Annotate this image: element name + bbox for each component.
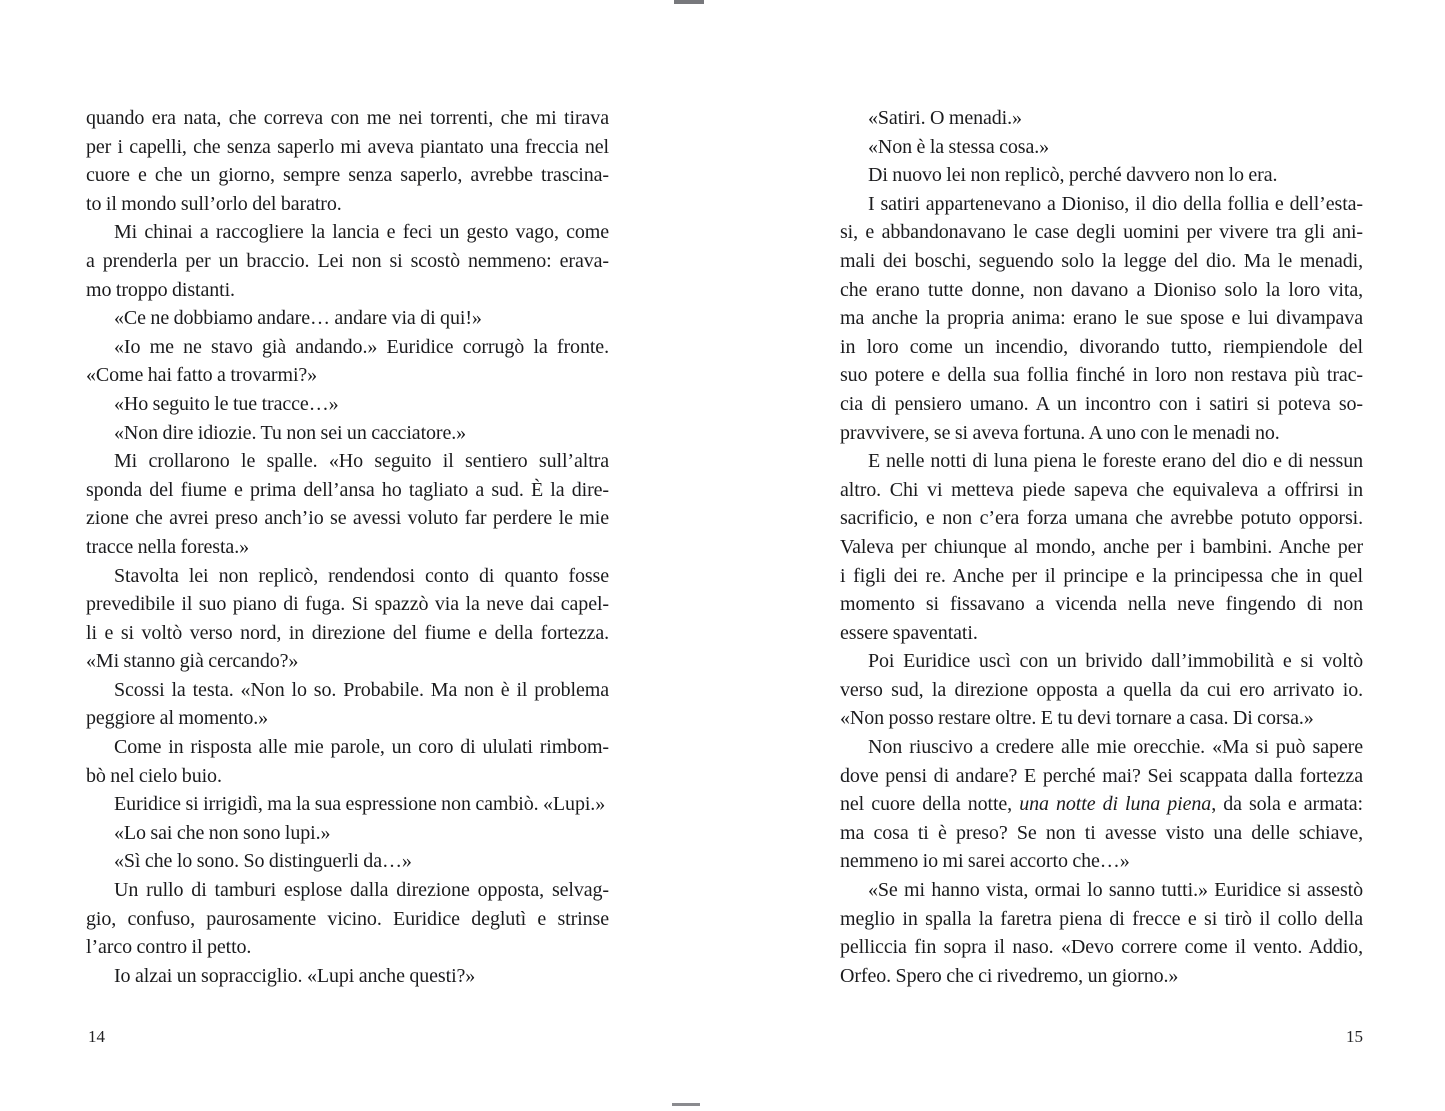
text-line: bò nel cielo buio. [86,764,222,787]
text-line: «Se mi hanno vista, ormai lo sanno tutti.» Euridice si assestò [868,879,1363,902]
paragraph [86,819,609,848]
text-line: Mi crollarono le spalle. «Ho seguito il sentiero sull’altra [114,450,609,473]
text-line: tracce nella foresta.» [86,535,250,558]
text-line: quando era nata, che correva con me nei torrenti, che mi tirava [86,107,609,129]
text-line: altro. Chi vi metteva piede sapeva che equivaleva a offrirsi in [840,478,1363,501]
paragraph [840,161,1363,190]
paragraph [840,190,1363,447]
page-number-left: 14 [88,1027,105,1046]
paragraph [86,962,609,991]
text-line: peggiore al momento.» [86,707,269,730]
text-line: zione che avrei preso anch’io se avessi voluto far perdere le mie [86,507,609,530]
text-line: «Io me ne stavo già andando.» Euridice corrugò la fronte. [114,335,609,358]
text-line: nemmeno io mi sarei accorto che…» [840,850,1130,873]
paragraph [86,562,609,676]
text-line: «Non è la stessa cosa.» [868,135,1050,158]
paragraph [86,390,609,419]
paragraph [86,218,609,304]
text-line: pelliccia fin sopra il naso. «Devo correre come il vento. Addio, [840,936,1363,959]
paragraph [86,333,609,390]
text-line: «Mi stanno già cercando?» [86,650,299,673]
text-line: per i capelli, che senza saperlo mi aveva piantato una freccia nel [86,135,609,158]
italic-text: una notte di luna piena [1019,793,1212,816]
text-line: Un rullo di tamburi esplose dalla direzione opposta, selvag- [114,879,609,902]
text-line: prevedibile il suo piano di fuga. Si spazzò via la neve dai capel- [86,593,609,616]
top-page-separator-icon [674,0,704,4]
text-line: to il mondo sull’orlo del baratro. [86,192,342,215]
text-line: mo troppo distanti. [86,278,235,301]
text-line: Scossi la testa. «Non lo so. Probabile. Ma non è il problema [114,678,609,701]
text-line: I satiri appartenevano a Dioniso, il dio della follia e dell’esta- [868,192,1363,215]
text-line: ma anche la propria anima: erano le sue spose e lui divampava [840,307,1363,330]
text-line: l’arco contro il petto. [86,936,252,959]
text-line: gio, confuso, paurosamente vicino. Euridice deglutì e strinse [86,907,609,930]
text-line: «Non posso restare oltre. E tu devi tornare a casa. Di corsa.» [840,707,1314,730]
text-line: Euridice si irrigidì, ma la sua espressione non cambiò. «Lupi.» [114,793,606,816]
paragraph [840,447,1363,647]
text-line: i figli dei re. Anche per il principe e la principessa che in quel [840,564,1363,587]
text-line: meglio in spalla la faretra piena di frecce e si tirò il collo della [840,907,1363,930]
paragraph [86,104,609,218]
text-line: sponda del fiume e prima dell’ansa ho tagliato a sud. È la dire- [86,478,609,501]
text-line: che erano tutte donne, non davano a Dioniso solo la loro vita, [840,278,1363,301]
text-line: Poi Euridice uscì con un brivido dall’immobilità e si voltò [868,650,1363,673]
paragraph [86,676,609,733]
paragraph [840,876,1363,990]
text-line: Valeva per chiunque al mondo, anche per i bambini. Anche per [840,535,1363,558]
text-line: Come in risposta alle mie parole, un coro di ululati rimbom- [114,736,609,759]
text-line: «Lo sai che non sono lupi.» [114,821,331,844]
text-line: nel cuore della notte, una notte di luna piena, da sola e armata: [840,793,1364,816]
paragraph [840,104,1363,133]
text-line: mali dei boschi, seguendo solo la legge del dio. Ma le menadi, [840,249,1363,272]
paragraph [86,790,609,819]
text-line: momento si fissavano a vicenda nella neve fingendo di non [840,593,1363,616]
paragraph [86,876,609,962]
text-line: Orfeo. Spero che ci rivedremo, un giorno.» [840,964,1179,987]
right-page-text [840,104,1363,990]
text-line: in loro come un incendio, divorando tutto, riempiendole del [840,335,1363,358]
paragraph [86,447,609,561]
text-line: verso sud, la direzione opposta a quella da cui ero arrivato io. [840,678,1363,701]
text-line: Non riuscivo a credere alle mie orecchie. «Ma si può sapere [868,736,1363,759]
text-line: li e si voltò verso nord, in direzione del fiume e della fortezza. [86,621,609,644]
text-line: «Satiri. O menadi.» [868,107,1022,129]
text-line: Mi chinai a raccogliere la lancia e feci un gesto vago, come [114,221,609,244]
text-line: a prenderla per un braccio. Lei non si scostò nemmeno: erava- [86,249,609,272]
text-line: pravvivere, se si aveva fortuna. A uno con le menadi no. [840,421,1280,444]
text-line: si, e abbandonavano le case degli uomini per vivere tra gli ani- [840,221,1363,244]
text-line: essere spaventati. [840,621,978,644]
page-number-right: 15 [1346,1027,1363,1046]
text-line: suo potere e della sua follia finché in loro non restava più trac- [840,364,1363,387]
paragraph [86,304,609,333]
text-line: Stavolta lei non replicò, rendendosi conto di quanto fosse [114,564,609,587]
text-line: «Ho seguito le tue tracce…» [114,392,339,415]
text-line: «Ce ne dobbiamo andare… andare via di qui!» [114,307,482,330]
text-line: Io alzai un sopracciglio. «Lupi anche questi?» [114,964,476,987]
paragraph [840,133,1363,162]
paragraph [86,419,609,448]
text-line: Di nuovo lei non replicò, perché davvero non lo era. [868,164,1278,187]
text-line: dove pensi di andare? E perché mai? Sei scappata dalla fortezza [840,764,1363,787]
left-page-text [86,104,609,990]
text-line: sacrificio, e non c’era forza umana che avrebbe potuto opporsi. [840,507,1363,530]
text-line: «Non dire idiozie. Tu non sei un cacciatore.» [114,421,467,444]
paragraph [840,733,1363,876]
paragraph [840,647,1363,733]
paragraph [86,733,609,790]
text-line: «Come hai fatto a trovarmi?» [86,364,318,387]
bottom-page-separator-icon [672,1103,700,1106]
text-line: cuore e che un giorno, sempre senza saperlo, avrebbe trascina- [86,164,609,187]
text-line: ma cosa ti è preso? Se non ti avesse visto una delle schiave, [840,821,1363,844]
text-line: cia di pensiero umano. A un incontro con i satiri si poteva so- [840,392,1363,415]
text-line: «Sì che lo sono. So distinguerli da…» [114,850,412,873]
text-line: E nelle notti di luna piena le foreste erano del dio e di nessun [868,450,1363,473]
paragraph [86,847,609,876]
